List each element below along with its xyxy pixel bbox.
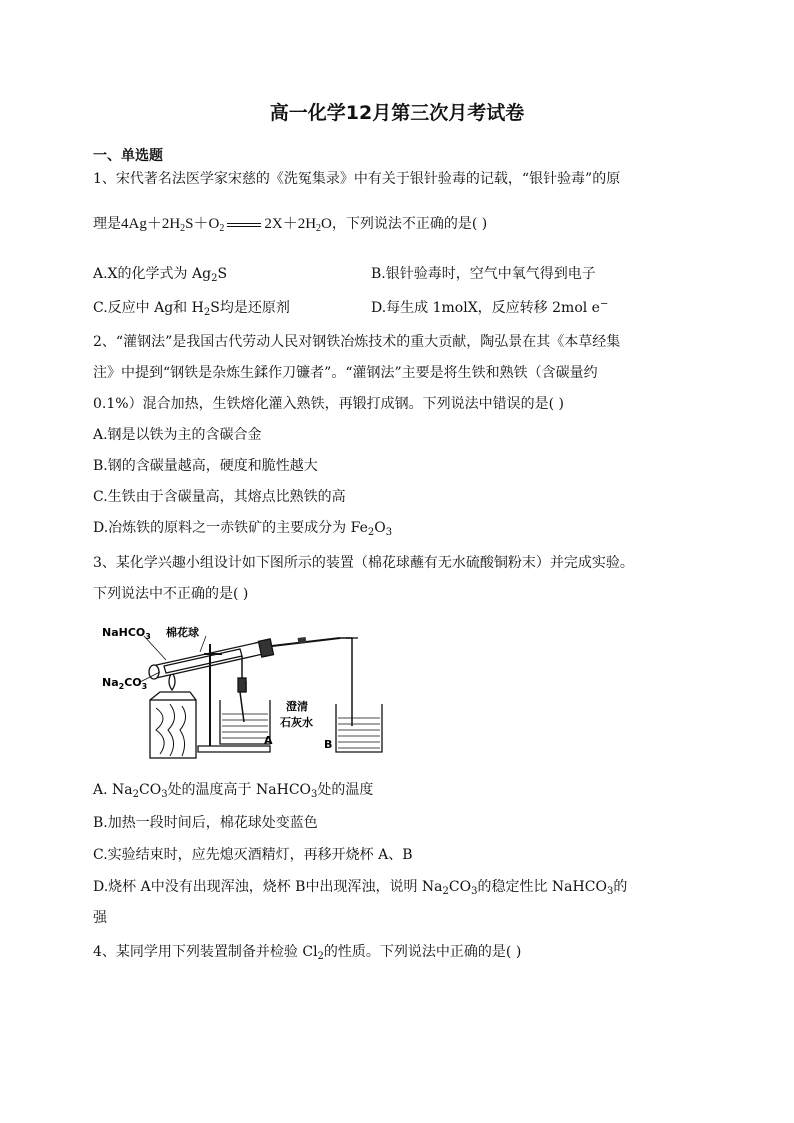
question-4-line-1: 4、某同学用下列装置制备并检验 $Cl_2$的性质。下列说法中正确的是( ) <box>93 944 522 962</box>
stopper <box>258 639 273 657</box>
question-1-option-d: D.每生成 1molX，反应转移 2mol e− <box>371 298 609 316</box>
page-title: 高一化学12月第三次月考试卷 <box>269 102 525 124</box>
stand-base <box>198 746 270 752</box>
question-3-option-c: C.实验结束时，应先熄灭酒精灯，再移开烧杯 A、B <box>93 847 413 863</box>
question-2-option-b: B.钢的含碳量越高，硬度和脆性越大 <box>93 458 318 474</box>
label-limewater-2: 石灰水 <box>280 716 313 729</box>
question-1-line-2: 理是$4Ag+2H_2S+O_2$ $2X+2H_2O$，下列说法不正确的是( ) <box>93 216 488 234</box>
label-limewater-1: 澄清 <box>286 700 308 713</box>
question-2-line-2: 注》中提到“钢铁是杂炼生鍒作刀镰者”。“灌钢法”主要是将生铁和熟铁（含碳量约 <box>93 365 598 381</box>
question-3-line-1: 3、某化学兴趣小组设计如下图所示的装置（棉花球蘸有无水硫酸铜粉末）并完成实验。 <box>93 555 634 571</box>
beaker-b <box>336 704 382 752</box>
apparatus-diagram <box>100 622 400 762</box>
question-2-line-1: 2、“灌钢法”是我国古代劳动人民对钢铁冶炼技术的重大贡献，陶弘景在其《本草经集 <box>93 334 621 350</box>
label-nahco3: NaHCO$_3$ <box>102 626 151 641</box>
label-beaker-b: B <box>324 738 333 751</box>
question-1-option-b: B.银针验毒时，空气中氧气得到电子 <box>371 266 596 282</box>
question-2-option-c: C.生铁由于含碳量高，其熔点比熟铁的高 <box>93 489 346 505</box>
question-1-option-c: C.反应中 Ag和 $H_2S$均是还原剂 <box>93 300 290 318</box>
question-3-option-b: B.加热一段时间后，棉花球处变蓝色 <box>93 815 318 831</box>
label-beaker-a: A <box>264 734 273 747</box>
question-1-option-a: A.X的化学式为 $Ag_2S$ <box>93 266 228 284</box>
question-3-option-d: D.烧杯 A中没有出现浑浊，烧杯 B中出现浑浊，说明 $Na_2CO_3$的稳定性比 NaHCO$_3$的 <box>93 879 628 897</box>
question-3-option-d-line-2: 强 <box>93 910 107 926</box>
question-3-line-2: 下列说法中不正确的是( ) <box>93 586 249 602</box>
question-3-option-a: A. $Na_2CO_3$处的温度高于 NaHCO$_3$处的温度 <box>93 782 374 800</box>
equals-sign-icon <box>227 223 261 227</box>
question-2-option-a: A.钢是以铁为主的含碳合金 <box>93 427 262 443</box>
question-2-option-d: D.冶炼铁的原料之一赤铁矿的主要成分为 $Fe_2O_3$ <box>93 520 393 538</box>
question-1-line-1: 1、宋代著名法医学家宋慈的《洗冤集录》中有关于银针验毒的记载，“银针验毒”的原 <box>93 171 621 187</box>
section-heading: 一、单选题 <box>93 148 163 164</box>
label-cotton: 棉花球 <box>166 626 199 639</box>
label-na2co3: $Na_2CO_3$ <box>102 676 148 691</box>
question-2-line-3: 0.1%）混合加热，生铁熔化灌入熟铁，再锻打成钢。下列说法中错误的是( ) <box>93 396 564 412</box>
beaker-a <box>220 700 270 744</box>
